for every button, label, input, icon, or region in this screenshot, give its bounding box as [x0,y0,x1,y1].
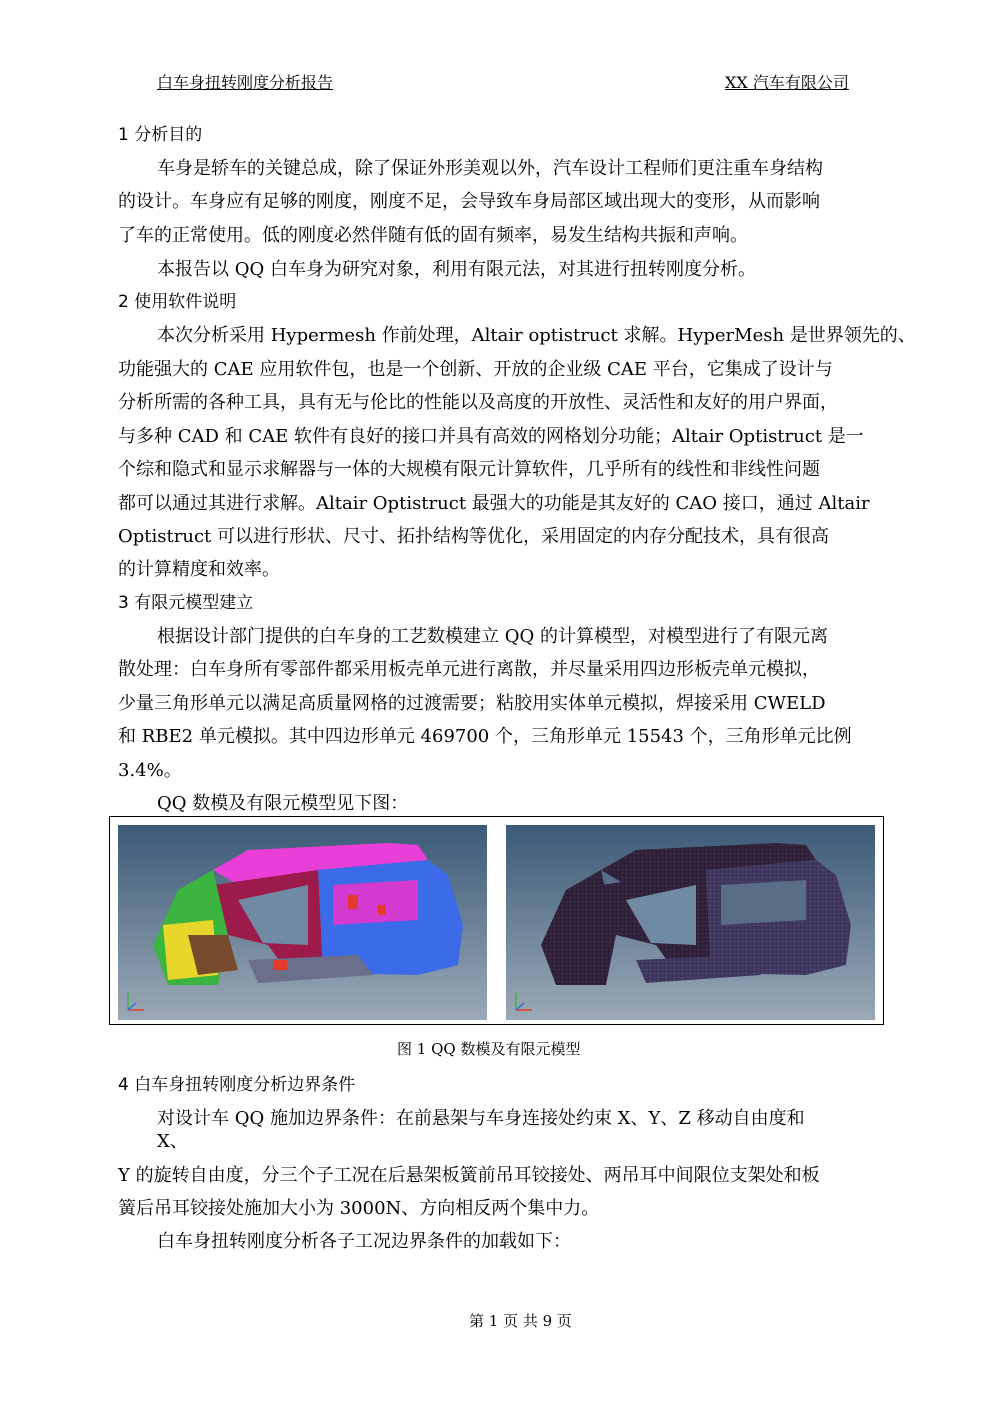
header-company: XX 汽车有限公司 [725,73,849,92]
paragraph-line: 本次分析采用 Hypermesh 作前处理，Altair optistruct 求解。HyperMesh 是世界领先的、 [157,325,916,346]
header-title: 白车身扭转刚度分析报告 [157,73,334,92]
section-heading-4: 4 白车身扭转刚度分析边界条件 [118,1075,356,1095]
paragraph-line: 的设计。车身应有足够的刚度，刚度不足，会导致车身局部区域出现大的变形，从而影响 [118,191,820,212]
paragraph-line: 分析所需的各种工具，具有无与伦比的性能以及高度的开放性、灵活性和友好的用户界面， [118,392,838,413]
paragraph-line: X、 [157,1131,188,1152]
paragraph-line: 和 RBE2 单元模拟。其中四边形单元 469700 个，三角形单元 15543 个，三角形单元比例 [118,726,852,747]
paragraph-line: 少量三角形单元以满足高质量网格的过渡需要；粘胶用实体单元模拟，焊接采用 CWELD [118,693,826,714]
paragraph-line: 个综和隐式和显示求解器与一体的大规模有限元计算软件，几乎所有的线性和非线性问题 [118,459,820,480]
section-heading-3: 3 有限元模型建立 [118,593,254,613]
paragraph-line: Optistruct 可以进行形状、尺寸、拓扑结构等优化，采用固定的内存分配技术，具有很高 [118,526,829,547]
paragraph-line: 根据设计部门提供的白车身的工艺数模建立 QQ 的计算模型，对模型进行了有限元离 [157,626,828,647]
paragraph-line: 都可以通过其进行求解。Altair Optistruct 最强大的功能是其友好的 CAO 接口，通过 Altair [118,493,870,514]
paragraph-line: 与多种 CAD 和 CAE 软件有良好的接口并具有高效的网格划分功能；Altair Optistruct 是一 [118,426,864,447]
paragraph-line: 簧后吊耳铰接处施加大小为 3000N、方向相反两个集中力。 [118,1198,600,1219]
figure-frame [109,816,884,1025]
paragraph-line: QQ 数模及有限元模型见下图： [157,793,409,814]
paragraph-line: 的计算精度和效率。 [118,559,280,580]
figure-fe-model [506,825,875,1020]
paragraph-line: 对设计车 QQ 施加边界条件：在前悬架与车身连接处约束 X、Y、Z 移动自由度和 [157,1108,805,1129]
paragraph-line: 本报告以 QQ 白车身为研究对象，利用有限元法，对其进行扭转刚度分析。 [157,259,756,280]
paragraph-line: 白车身扭转刚度分析各子工况边界条件的加载如下： [157,1231,571,1252]
section-heading-2: 2 使用软件说明 [118,292,237,312]
paragraph-line: 3.4%。 [118,760,182,781]
paragraph-line: 了车的正常使用。低的刚度必然伴随有低的固有频率，易发生结构共振和声响。 [118,225,748,246]
paragraph-line: Y 的旋转自由度，分三个子工况在后悬架板簧前吊耳铰接处、两吊耳中间限位支架处和板 [118,1165,820,1186]
paragraph-line: 功能强大的 CAE 应用软件包，也是一个创新、开放的企业级 CAE 平台，它集成了设计与 [118,359,833,380]
paragraph-line: 车身是轿车的关键总成，除了保证外形美观以外，汽车设计工程师们更注重车身结构 [157,158,823,179]
section-heading-1: 1 分析目的 [118,125,203,145]
figure-cad-model [118,825,487,1020]
paragraph-line: 散处理：白车身所有零部件都采用板壳单元进行离散，并尽量采用四边形板壳单元模拟， [118,659,820,680]
page-footer: 第 1 页 共 9 页 [469,1312,572,1330]
figure-caption: 图 1 QQ 数模及有限元模型 [397,1040,581,1058]
